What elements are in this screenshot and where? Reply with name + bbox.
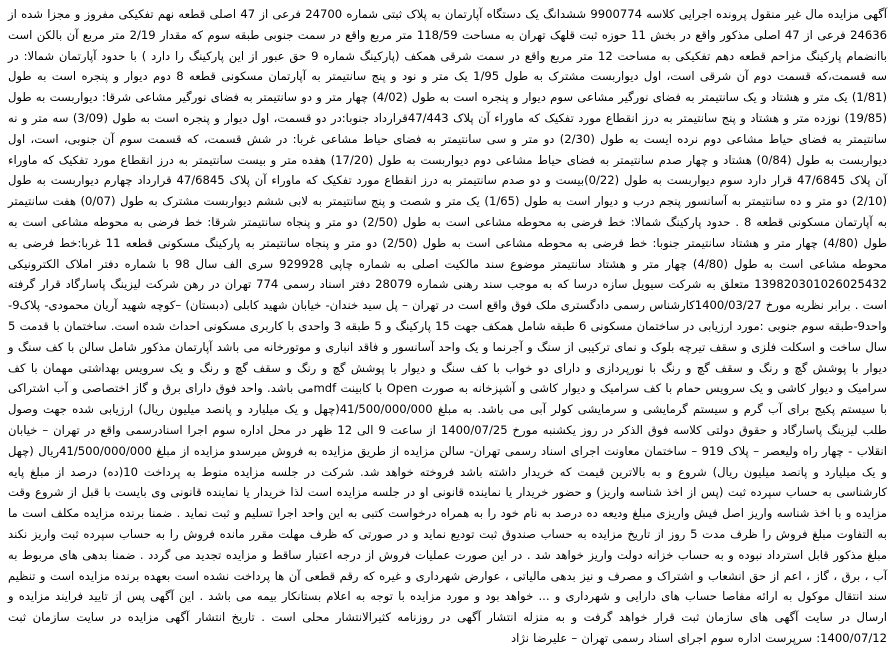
auction-notice-text: آگهی مزایده مال غیر منقول پرونده اجرایی کلاسه 9900774 ششدانگ یک دستگاه آپارتمان به پلاک ثبتی شماره 24700 فرعی از 47 اصلی قطعه نهم تفکیکی مفروز و مجزا شده از 24636 فرعی از 47 اصلی مذکور واقع در بخش 11 حوزه ثبت قلهک تهران به مساحت 118/59 متر مربع واقع در سمت جنوبی طبقه سوم که مقدار 2/19 متر مربع آن بالکن است باانضمام پارکینگ مزاحم قطعه دهم تفکیکی به مساحت 12 متر مربع واقع در سمت شرقی همکف (پارکینگ شماره 9 حق عبور از این پارکینگ را دارد ) با حدود آپارتمان شمالا: در سه قسمت،که قسمت دوم آن شرقی است، اول دیوار‌بست مشترک به طول 1/95 یک متر و نود و پنج سانتیمتر به آپارتمان مسکونی قطعه 8 دوم دیوار و پنجره است به طول (1/81) یک متر و هشتاد و یک سانتیمتر به فضای نورگیر مشاعی سوم دیوار و پنجره است به طول (4/02) چهار متر و دو سانتیمتر به فضای نورگیر مشاعی شرقا: دیوار‌بست به طول (19/85) نوزده متر و هشتاد و پنج سانتیمتر به درز انقطاع مورد تفکیک که ماوراء آن پلاک 47/443قرارداد جنوبا:در دو قسمت، اول دیوار و پنجره است به طول (3/09) سه متر و نه سانتیمتر به فضای حیاط مشاعی دوم نرده ایست به طول (2/30) دو متر و سی سانتیمتر به فضای حیاط مشاعی غربا: در شش قسمت، که قسمت سوم آن جنوبی، است، اول دیوار‌بست به طول (0/84) هشتاد و چهار صدم سانتیمتر به فضای حیاط مشاعی دوم دیوار‌بست به طول (17/20) هفده متر و بیست سانتیمتر به درز انقطاع مورد تفکیک که ماوراء آن پلاک 47/6845 قرار دارد سوم دیوار‌بست به طول (0/22)بیست و دو صدم سانتیمتر به درز انقطاع مورد تفکیک که ماوراء آن پلاک 47/6845 قرارداد چهارم دیوار‌بست به طول (2/10) دو متر و ده سانتیمتر به آسانسور پنجم درب و دیوار است به طول (1/65) یک متر و شصت و پنج سانتیمتر به لابی ششم دیوار‌بست مشترک به طول (0/07) هفت سانتیمتر به آپارتمان مسکونی قطعه 8 . حدود پارکینگ شمالا: خط فرضی به محوطه مشاعی است به طول (2/50) دو متر و پنجاه سانتیمتر شرقا: خط فرضی به محوطه مشاعی است به طول (4/80) چهار متر و هشتاد سانتیمتر جنوبا: خط فرضی به محوطه مشاعی است به طول (2/50) دو متر و پنجاه سانتیمتر به پارکینگ مسکونی قطعه 11 غربا:خط فرضی به محوطه مشاعی است به طول (4/80) چهار متر و هشتاد سانتیمتر موضوع سند مالکیت اصلی به شماره چاپی 929928 سری الف سال 98 با شماره دفتر املاک الکترونیکی 139820301026025432 متعلق به شرکت سیویل سازه درسا که به موجب سند رهنی شماره 28079 دفتر اسناد رسمی 774 تهران در رهن شرکت لیزینگ پاسارگاد قرار گرفته است . برابر نظریه مورخ 1400/03/27کارشناس رسمی دادگستری ملک فوق واقع است در تهران – پل سید خندان- خیابان شهید کابلی (دبستان) –کوچه شهید آریان محمودی- پلاک9-واحد9-طبقه سوم جنوبی :مورد ارزیابی در ساختمان مسکونی 6 طبقه شامل همکف جهت 15 پارکینگ و 5 طبقه 3 واحدی با کاربری مسکونی احداث شده است. ساختمان با قدمت 5 سال ساخت و اسکلت فلزی و سقف تیرچه بلوک و نمای ترکیبی از سنگ و آجرنما و یک واحد آسانسور و فاقد انباری و موتورخانه می باشد آپارتمان مذکور شامل سالن با کف سنگ و دیوار با پوشش گچ و رنگ و سقف گچ و رنگ با نورپردازی و دارای دو خواب با کف سنگ و دیوار با پوشش گچ و رنگ و سقف گچ و رنگ و یک سرویس بهداشتی مهمان با کف سرامیک و دیوار کاشی و یک سرویس حمام با کف سرامیک و دیوار کاشی و آشپزخانه به صورت Open با کابینت mdfمی باشد. واحد فوق دارای برق و گاز اختصاصی و آب اشتراکی با سیستم پکیج برای آب گرم و سیستم گرمایشی و سرمایشی کولر آبی می باشد. به مبلغ 41/500/000/000(چهل و یک میلیارد و پانصد میلیون ریال) ارزیابی شده جهت وصول طلب لیزینگ پاسارگاد و حقوق دولتی کلاسه فوق الذکر در روز یکشنبه مورخ 1400/07/25 از ساعت 9 الی 12 ظهر در محل اداره سوم اجرا اسنادرسمی واقع در تهران – خیابان انقلاب - چهار راه ولیعصر – پلاک 919 – ساختمان معاونت اجرای اسناد رسمی تهران- سالن مزایده از طریق مزایده به فروش میرسدو مزایده از مبلغ 41/500/000/000ریال (چهل و یک میلیارد و پانصد میلیون ریال) شروع و به بالاترین قیمت که خریدار داشته باشد فروخته خواهد شد. شرکت در جلسه مزایده منوط به پرداخت 10(ده) درصد از مبلغ پایه کارشناسی به حساب سپرده ثبت (پس از اخذ شناسه واریز) و حضور خریدار یا نماینده قانونی او در جلسه مزایده است لذا خریدار یا نماینده قانونی وی بایست با قبل از شروع وقت مزایده و با اخذ شناسه واریز اصل فیش واریزی مبلغ ودیعه ده درصد به نام خود را به همراه درخواست کتبی به این واحد اجرا تسلیم و ثبت نماید . ضمنا برنده مزایده مکلف است ما به التفاوت مبلغ فروش را ظرف مدت 5 روز از تاریخ مزایده به حساب صندوق ثبت تودیع نماید و در صورتی که ظرف مهلت مقرر مانده فروش را به حساب سپرده ثبت واریز نکند مبلغ مذکور قابل استرداد نبوده و به حساب خزانه دولت واریز خواهد شد . در این صورت عملیات فروش از درجه اعتبار ساقط و مزایده تجدید می گردد . ضمنا بدهی های مربوط به آب ، برق ، گاز ، اعم از حق انشعاب و اشتراک و مصرف و نیز بدهی مالیاتی ، عوارض شهرداری و غیره که رقم قطعی آن ها پرداخت نشده است بعهده برنده مزایده است و تنظیم سند انتقال موکول به ارائه مفاصا حساب های دارایی و شهرداری و ... خواهد بود و مورد مزایده با توجه به اعلام بستانکار بیمه می باشد . این آگهی پس از تایید فرایند مزایده و ارسال در سایت آگهی های سازمان ثبت قرار خواهد گرفت و به منزله انتشار آگهی در روزنامه کثیرالانتشار محلی است . تاریخ انتشار آگهی مزایده در سایت سازمان ثبت 1400/07/12: سرپرست اداره سوم اجرای اسناد رسمی تهران – علیرضا نژاد xyxy=(8,7,888,645)
